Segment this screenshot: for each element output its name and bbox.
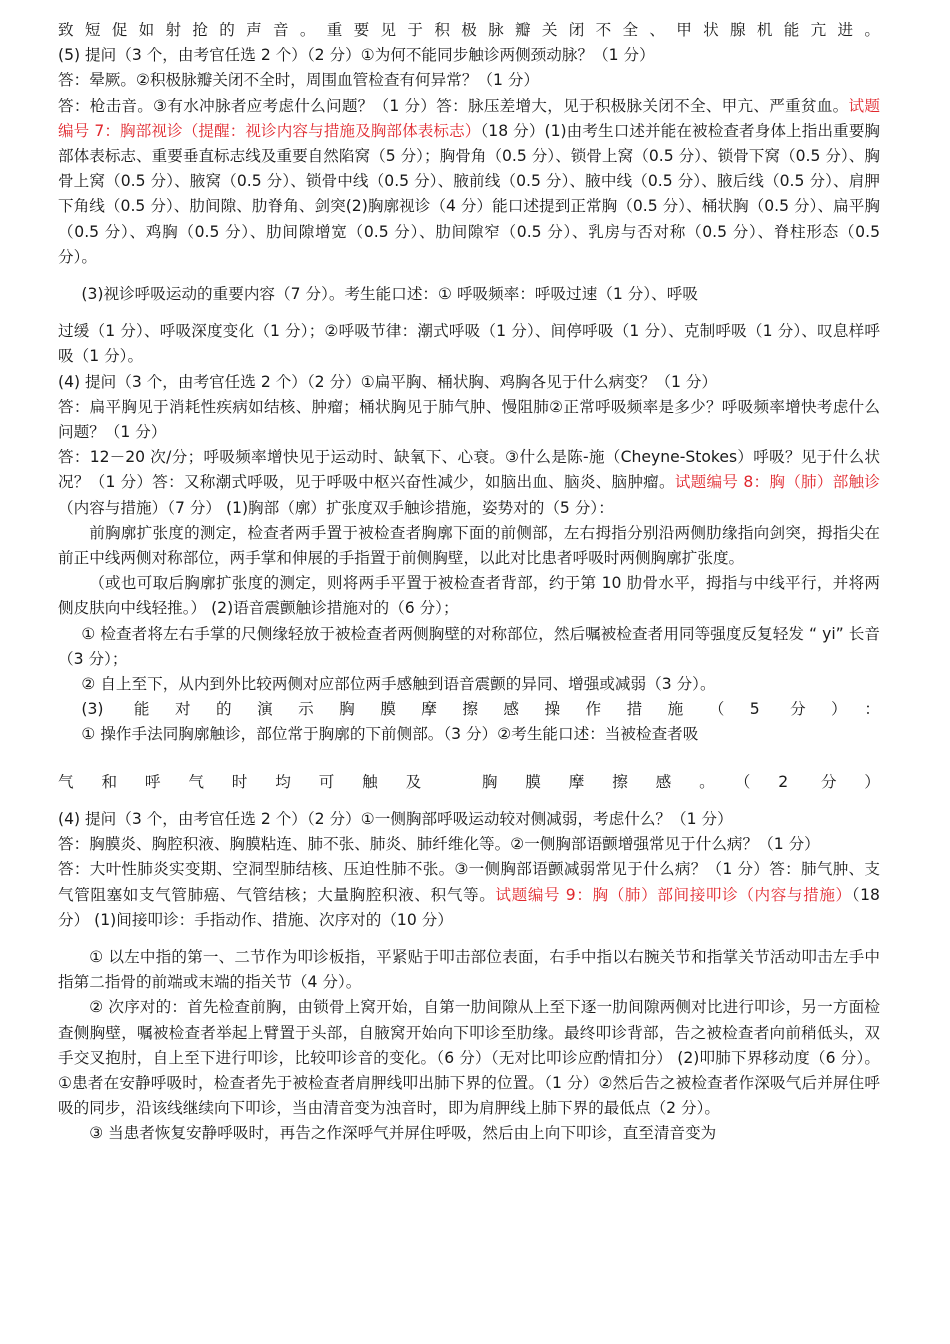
- answer-text: 答：12－20 次/分；呼吸频率增快见于运动时、缺氧下、心衰。③什么是陈-施（Cheyne-Stokes）呼吸？见于什么状况？（1 分）答：又称潮式呼吸，见于呼吸中枢兴奋性减少，如脑出血、脑炎、脑肿瘤。: [58, 448, 880, 492]
- answer-text: 答：大叶性肺炎实变期、空洞型肺结核、压迫性肺不张。③一侧胸部语颤减弱常见于什么病？（1 分）答：肺气肿、支气管阻塞如支气管肺癌、气管结核；大量胸腔积液、积气等。: [58, 860, 880, 904]
- spacer: [58, 270, 880, 282]
- text-paragraph: （或也可取后胸廓扩张度的测定，则将两手平置于被检查者背部，约于第 10 肋骨水平，拇指与中线平行，并将两侧皮肤向中线轻推。） (2)语音震颤触诊措施对的（6 分）；: [58, 574, 880, 618]
- text-line: 气和呼气时均可触及 胸膜摩擦感。（2 分）: [58, 772, 880, 791]
- paragraph-test-7: [58, 94, 880, 270]
- test-7-heading: 试题编号 7：胸部视诊（提醒：视诊内容与措施及胸部体表标志）: [58, 96, 880, 140]
- paragraph-test-9: [58, 857, 880, 933]
- answer-text: 答：枪击音。③有水冲脉者应考虑什么问题？（1 分）答：脉压差增大，见于积极脉关闭不全、甲亢、严重贫血。: [58, 96, 849, 115]
- answer-paragraph: 答：扁平胸见于消耗性疾病如结核、肿瘤；桶状胸见于肺气肿、慢阻肺②正常呼吸频率是多少？呼吸频率增快考虑什么问题？（1 分）: [58, 397, 880, 442]
- answer-line: 答：晕厥。②积极脉瓣关闭不全时，周围血管检查有何异常？（1 分）: [58, 71, 540, 90]
- question-line: (4) 提问（3 个，由考官任选 2 个）（2 分）①一侧胸部呼吸运动较对侧减弱，考虑什么？（1 分）: [58, 809, 733, 828]
- spacer: [58, 748, 880, 770]
- text-line: ① 操作手法同胸廓触诊，部位常于胸廓的下前侧部。（3 分）②考生能口述：当被检查者吸: [81, 725, 699, 744]
- text-paragraph: 过缓（1 分）、呼吸深度变化（1 分）；②呼吸节律：潮式呼吸（1 分）、间停呼吸（1 分）、克制呼吸（1 分）、叹息样呼吸（1 分）。: [58, 322, 880, 366]
- text-line: 致短促如射抢的声音。重要见于积极脉瓣关闭不全、甲状腺机能亢进。: [58, 21, 880, 39]
- test-7-body: （18 分）(1)由考生口述并能在被检查者身体上指出重要胸部体表标志、重要垂直标志线及重要自然陷窝（5 分）；胸骨角（0.5 分）、锁骨上窝（0.5 分）、锁骨下窝（0.5 分）、胸骨上窝（0.5 分）、腋窝（0.5 分）、锁骨中线（0.5 分）、腋前线（0.5 分）、腋中线（0.5 分）、腋后线（0.5 分）、肩胛下角线（0.5 分）、肋间隙、肋脊角、剑突(2)胸廓视诊（4 分）能口述提到正常胸（0.5 分）、桶状胸（0.5 分）、扁平胸（0.5 分）、鸡胸（0.5 分）、肋间隙增宽（0.5 分）、肋间隙窄（0.5 分）、乳房与否对称（0.5 分）、脊柱形态（0.5 分）。: [58, 121, 880, 266]
- text-line: ③ 当患者恢复安静呼吸时，再告之作深呼气并屏住呼吸，然后由上向下叩诊，直至清音变为: [89, 1124, 717, 1143]
- text-paragraph: 前胸廓扩张度的测定，检查者两手置于被检查者胸廓下面的前侧部，左右拇指分别沿两侧肋缘指向剑突，拇指尖在前正中线两侧对称部位，两手掌和伸展的手指置于前侧胸壁，以此对比患者呼吸时两侧胸廓扩张度。: [58, 523, 880, 568]
- test-8-body: （内容与措施）（7 分） (1)胸部（廓）扩张度双手触诊措施，姿势对的（5 分）：: [58, 498, 614, 517]
- text-line: (3) 能对的演示胸膜摩擦感操作措施（5 分）：: [81, 700, 880, 719]
- spacer: [58, 933, 880, 945]
- text-line: (3)视诊呼吸运动的重要内容（7 分）。考生能口述：① 呼吸频率：呼吸过速（1 分）、呼吸: [81, 285, 698, 304]
- question-line: (4) 提问（3 个，由考官任选 2 个）（2 分）①扁平胸、桶状胸、鸡胸各见于什么病变？（1 分）: [58, 372, 718, 391]
- test-9-heading: 试题编号 9：胸（肺）部间接叩诊（内容与措施）: [495, 885, 852, 904]
- text-paragraph: ② 次序对的：首先检查前胸，由锁骨上窝开始，自第一肋间隙从上至下逐一肋间隙两侧对比进行叩诊，另一方面检查侧胸壁，嘱被检查者举起上臂置于头部，自腋窝开始向下叩诊至肋缘。最终叩诊背部，告之被检查者向前稍低头，双手交叉抱肘，自上至下进行叩诊，比较叩诊音的变化。（6 分）（无对比叩诊应酌情扣分） (2)叩肺下界移动度（6 分）。①患者在安静呼吸时，检查者先于被检查者肩胛线叩出肺下界的位置。（1 分）②然后告之被检查者作深吸气后并屏住呼吸的同步，沿该线继续向下叩诊，当由清音变为浊音时，即为肩胛线上肺下界的最低点（2 分）。: [58, 998, 880, 1118]
- spacer: [58, 307, 880, 319]
- text-paragraph: ① 检查者将左右手掌的尺侧缘轻放于被检查者两侧胸壁的对称部位，然后嘱被检查者用同等强度反复轻发 “ yi” 长音（3 分）；: [58, 624, 880, 668]
- paragraph-test-8: [58, 445, 880, 521]
- question-line: (5) 提问（3 个，由考官任选 2 个）（2 分）①为何不能同步触诊两侧颈动脉？（1 分）: [58, 46, 655, 65]
- test-9-body: （18 分） (1)间接叩诊：手指动作、措施、次序对的（10 分）: [58, 885, 880, 929]
- spacer: [58, 795, 880, 807]
- text-paragraph: ② 自上至下，从内到外比较两侧对应部位两手感触到语音震颤的异同、增强或减弱（3 分）。: [81, 675, 716, 694]
- answer-paragraph: 答：胸膜炎、胸腔积液、胸膜粘连、肺不张、肺炎、肺纤维化等。②一侧胸部语颤增强常见于什么病？（1 分）: [58, 835, 820, 854]
- test-8-heading: 试题编号 8：胸（肺）部触诊: [674, 473, 880, 492]
- text-paragraph: ① 以左中指的第一、二节作为叩诊板指，平紧贴于叩击部位表面，右手中指以右腕关节和指掌关节活动叩击左手中指第二指骨的前端或末端的指关节（4 分）。: [58, 947, 880, 992]
